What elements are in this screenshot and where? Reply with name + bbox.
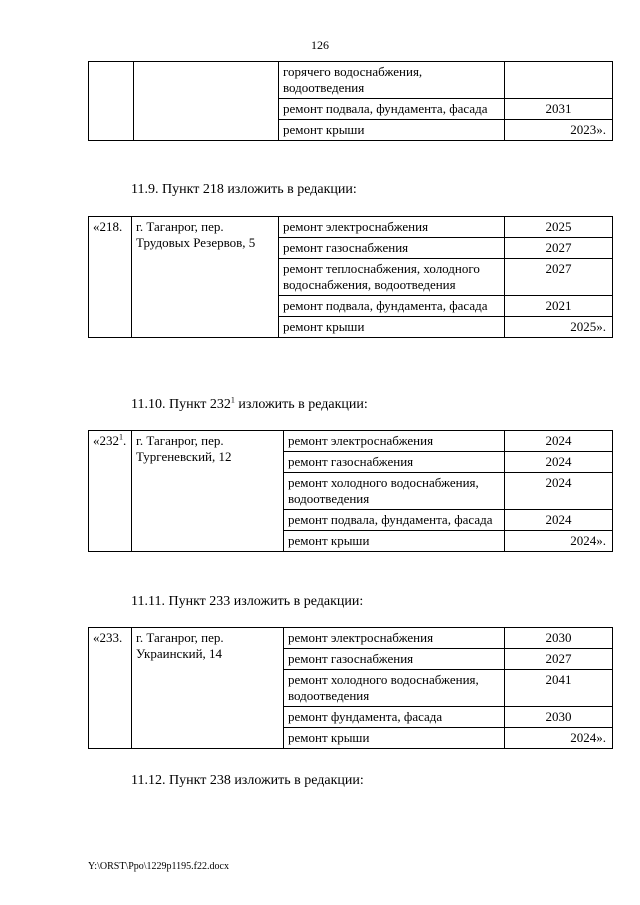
year-cell: 2027 bbox=[505, 238, 613, 259]
year-cell bbox=[505, 62, 613, 99]
year-cell: 2030 bbox=[505, 628, 613, 649]
year-cell: 2025 bbox=[505, 217, 613, 238]
work-cell: ремонт электроснабжения bbox=[279, 217, 505, 238]
page-number: 126 bbox=[311, 38, 329, 52]
work-cell: ремонт крыши bbox=[284, 531, 505, 552]
year-cell: 2031 bbox=[505, 99, 613, 120]
work-cell: ремонт электроснабжения bbox=[284, 431, 505, 452]
section-heading: 11.9. Пункт 218 изложить в редакции: bbox=[131, 182, 357, 197]
item-number-superscript: 1 bbox=[119, 432, 123, 442]
heading-superscript: 1 bbox=[230, 395, 235, 405]
table-row bbox=[89, 217, 613, 238]
table-row bbox=[89, 431, 613, 452]
year-cell: 2024 bbox=[505, 431, 613, 452]
work-cell: ремонт крыши bbox=[279, 317, 505, 338]
work-cell: ремонт газоснабжения bbox=[284, 649, 505, 670]
year-cell: 2024 bbox=[505, 510, 613, 531]
section-heading: 11.12. Пункт 238 изложить в редакции: bbox=[131, 773, 364, 788]
work-cell: ремонт теплоснабжения, холодного водоснабжения, водоотведения bbox=[279, 259, 505, 296]
continuation-table bbox=[88, 61, 613, 141]
item-number: «218. bbox=[89, 217, 132, 338]
work-cell: ремонт крыши bbox=[279, 120, 505, 141]
item-table-233 bbox=[88, 627, 613, 749]
item-number-tail: . bbox=[123, 433, 127, 448]
work-cell: ремонт подвала, фундамента, фасада bbox=[284, 510, 505, 531]
work-cell: ремонт газоснабжения bbox=[279, 238, 505, 259]
section-heading: 11.11. Пункт 233 изложить в редакции: bbox=[131, 594, 364, 609]
work-cell: ремонт фундамента, фасада bbox=[284, 707, 505, 728]
year-cell: 2024 bbox=[505, 452, 613, 473]
work-cell: ремонт крыши bbox=[284, 728, 505, 749]
address-cell bbox=[134, 62, 279, 141]
item-number bbox=[89, 431, 132, 552]
heading-text: 11.10. Пункт 232 bbox=[131, 397, 231, 412]
year-cell: 2024 bbox=[505, 473, 613, 510]
heading-tail: изложить в редакции: bbox=[234, 397, 368, 412]
section-heading bbox=[131, 397, 368, 413]
table-row bbox=[89, 62, 613, 99]
item-address: г. Таганрог, пер. Трудовых Резервов, 5 bbox=[132, 217, 279, 338]
year-cell: 2023». bbox=[505, 120, 613, 141]
work-cell: ремонт холодного водоснабжения, водоотведения bbox=[284, 473, 505, 510]
item-number-text: «232 bbox=[93, 433, 119, 448]
year-cell: 2021 bbox=[505, 296, 613, 317]
work-cell: ремонт подвала, фундамента, фасада bbox=[279, 296, 505, 317]
year-cell: 2024». bbox=[505, 728, 613, 749]
work-cell: горячего водоснабжения, водоотведения bbox=[279, 62, 505, 99]
year-cell: 2027 bbox=[505, 649, 613, 670]
table-row bbox=[89, 628, 613, 649]
item-address: г. Таганрог, пер. Украинский, 14 bbox=[132, 628, 284, 749]
item-table-232-1 bbox=[88, 430, 613, 552]
item-address: г. Таганрог, пер. Тургеневский, 12 bbox=[132, 431, 284, 552]
work-cell: ремонт газоснабжения bbox=[284, 452, 505, 473]
work-cell: ремонт холодного водоснабжения, водоотведения bbox=[284, 670, 505, 707]
item-number: «233. bbox=[89, 628, 132, 749]
item-table-218 bbox=[88, 216, 613, 338]
work-cell: ремонт электроснабжения bbox=[284, 628, 505, 649]
work-cell: ремонт подвала, фундамента, фасада bbox=[279, 99, 505, 120]
year-cell: 2024». bbox=[505, 531, 613, 552]
year-cell: 2025». bbox=[505, 317, 613, 338]
year-cell: 2030 bbox=[505, 707, 613, 728]
year-cell: 2027 bbox=[505, 259, 613, 296]
file-path-footer: Y:\ORST\Ppo\1229p1195.f22.docx bbox=[88, 861, 229, 872]
num-cell bbox=[89, 62, 134, 141]
year-cell: 2041 bbox=[505, 670, 613, 707]
